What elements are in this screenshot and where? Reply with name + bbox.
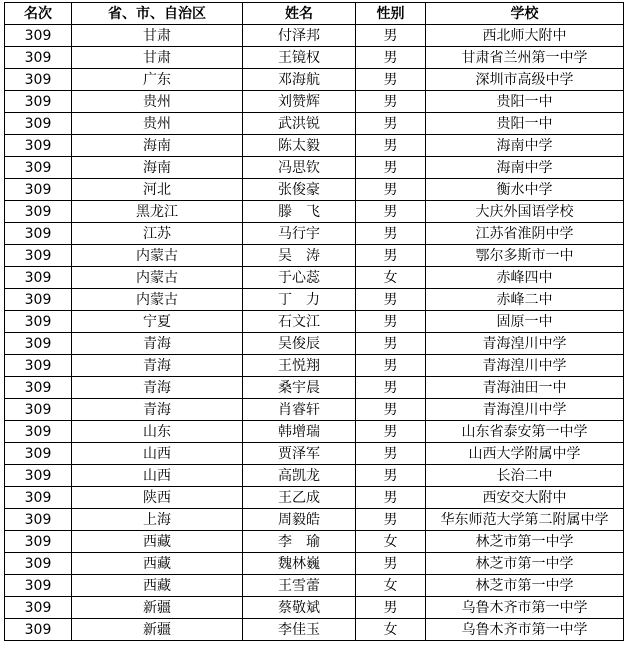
- cell-school: 青海湟川中学: [426, 355, 624, 377]
- cell-rank: 309: [5, 289, 72, 311]
- cell-rank: 309: [5, 531, 72, 553]
- table-row: [5, 421, 624, 443]
- cell-name: 李 瑜: [243, 531, 356, 553]
- cell-rank: 309: [5, 355, 72, 377]
- cell-gender: 男: [356, 179, 426, 201]
- cell-gender: 女: [356, 531, 426, 553]
- cell-province: 上海: [72, 509, 243, 531]
- cell-province: 内蒙古: [72, 289, 243, 311]
- cell-name: 周毅皓: [243, 509, 356, 531]
- cell-gender: 男: [356, 47, 426, 69]
- cell-gender: 男: [356, 135, 426, 157]
- table-row: [5, 245, 624, 267]
- cell-province: 新疆: [72, 597, 243, 619]
- table-row: [5, 443, 624, 465]
- ranking-table: [4, 2, 624, 641]
- cell-school: 青海油田一中: [426, 377, 624, 399]
- cell-gender: 男: [356, 201, 426, 223]
- cell-name: 王镜权: [243, 47, 356, 69]
- cell-province: 甘肃: [72, 25, 243, 47]
- cell-school: 山西大学附属中学: [426, 443, 624, 465]
- cell-rank: 309: [5, 421, 72, 443]
- cell-name: 武洪锐: [243, 113, 356, 135]
- cell-school: 贵阳一中: [426, 91, 624, 113]
- cell-gender: 男: [356, 377, 426, 399]
- cell-name: 王雪蕾: [243, 575, 356, 597]
- cell-province: 宁夏: [72, 311, 243, 333]
- cell-rank: 309: [5, 25, 72, 47]
- table-row: [5, 465, 624, 487]
- table-row: [5, 201, 624, 223]
- table-row: [5, 157, 624, 179]
- cell-rank: 309: [5, 201, 72, 223]
- cell-name: 吴 涛: [243, 245, 356, 267]
- cell-school: 衡水中学: [426, 179, 624, 201]
- cell-name: 陈太毅: [243, 135, 356, 157]
- cell-name: 王悦翔: [243, 355, 356, 377]
- cell-province: 山西: [72, 465, 243, 487]
- cell-name: 魏林巍: [243, 553, 356, 575]
- cell-gender: 男: [356, 333, 426, 355]
- cell-school: 海南中学: [426, 157, 624, 179]
- cell-name: 石文江: [243, 311, 356, 333]
- cell-name: 刘赞辉: [243, 91, 356, 113]
- cell-name: 马行宇: [243, 223, 356, 245]
- cell-rank: 309: [5, 311, 72, 333]
- cell-rank: 309: [5, 333, 72, 355]
- table-row: [5, 113, 624, 135]
- cell-rank: 309: [5, 91, 72, 113]
- table-header: [5, 3, 624, 25]
- table-row: [5, 267, 624, 289]
- table-row: [5, 289, 624, 311]
- cell-name: 吴俊辰: [243, 333, 356, 355]
- cell-name: 冯思钦: [243, 157, 356, 179]
- cell-name: 肖睿轩: [243, 399, 356, 421]
- table-row: [5, 619, 624, 641]
- cell-gender: 女: [356, 575, 426, 597]
- cell-province: 山东: [72, 421, 243, 443]
- cell-rank: 309: [5, 597, 72, 619]
- cell-school: 林芝市第一中学: [426, 553, 624, 575]
- table-row: [5, 223, 624, 245]
- cell-gender: 男: [356, 311, 426, 333]
- cell-gender: 女: [356, 619, 426, 641]
- cell-school: 林芝市第一中学: [426, 531, 624, 553]
- cell-province: 新疆: [72, 619, 243, 641]
- cell-school: 赤峰二中: [426, 289, 624, 311]
- table-row: [5, 597, 624, 619]
- cell-rank: 309: [5, 399, 72, 421]
- cell-rank: 309: [5, 245, 72, 267]
- cell-school: 林芝市第一中学: [426, 575, 624, 597]
- cell-province: 黑龙江: [72, 201, 243, 223]
- cell-rank: 309: [5, 69, 72, 91]
- table-row: [5, 355, 624, 377]
- cell-gender: 男: [356, 91, 426, 113]
- table-row: [5, 69, 624, 91]
- cell-rank: 309: [5, 553, 72, 575]
- cell-school: 鄂尔多斯市一中: [426, 245, 624, 267]
- cell-province: 海南: [72, 157, 243, 179]
- cell-school: 乌鲁木齐市第一中学: [426, 619, 624, 641]
- cell-gender: 男: [356, 443, 426, 465]
- cell-school: 贵阳一中: [426, 113, 624, 135]
- cell-name: 蔡敬斌: [243, 597, 356, 619]
- cell-school: 甘肃省兰州第一中学: [426, 47, 624, 69]
- header-name: 姓名: [243, 3, 356, 25]
- cell-rank: 309: [5, 47, 72, 69]
- table-row: [5, 179, 624, 201]
- cell-province: 贵州: [72, 91, 243, 113]
- cell-name: 桑宇晨: [243, 377, 356, 399]
- table-row: [5, 377, 624, 399]
- cell-school: 华东师范大学第二附属中学: [426, 509, 624, 531]
- table-body: [5, 25, 624, 641]
- cell-rank: 309: [5, 157, 72, 179]
- cell-name: 滕 飞: [243, 201, 356, 223]
- cell-name: 邓海航: [243, 69, 356, 91]
- cell-school: 长治二中: [426, 465, 624, 487]
- cell-rank: 309: [5, 179, 72, 201]
- cell-school: 青海湟川中学: [426, 333, 624, 355]
- table-row: [5, 91, 624, 113]
- cell-gender: 男: [356, 223, 426, 245]
- header-row: [5, 3, 624, 25]
- cell-school: 大庆外国语学校: [426, 201, 624, 223]
- cell-rank: 309: [5, 465, 72, 487]
- cell-rank: 309: [5, 113, 72, 135]
- table-row: [5, 553, 624, 575]
- cell-gender: 男: [356, 69, 426, 91]
- cell-rank: 309: [5, 377, 72, 399]
- cell-gender: 男: [356, 25, 426, 47]
- header-rank: 名次: [5, 3, 72, 25]
- cell-rank: 309: [5, 223, 72, 245]
- cell-province: 青海: [72, 377, 243, 399]
- table-row: [5, 399, 624, 421]
- cell-province: 内蒙古: [72, 267, 243, 289]
- table-row: [5, 575, 624, 597]
- cell-gender: 男: [356, 245, 426, 267]
- cell-gender: 女: [356, 267, 426, 289]
- cell-name: 付泽邦: [243, 25, 356, 47]
- cell-name: 韩增瑞: [243, 421, 356, 443]
- cell-gender: 男: [356, 553, 426, 575]
- cell-school: 青海湟川中学: [426, 399, 624, 421]
- cell-school: 西安交大附中: [426, 487, 624, 509]
- cell-name: 李佳玉: [243, 619, 356, 641]
- cell-name: 张俊豪: [243, 179, 356, 201]
- table-row: [5, 333, 624, 355]
- cell-gender: 男: [356, 355, 426, 377]
- table-row: [5, 509, 624, 531]
- cell-gender: 男: [356, 113, 426, 135]
- table-row: [5, 531, 624, 553]
- cell-name: 丁 力: [243, 289, 356, 311]
- cell-gender: 男: [356, 509, 426, 531]
- cell-school: 山东省泰安第一中学: [426, 421, 624, 443]
- cell-province: 青海: [72, 355, 243, 377]
- cell-gender: 男: [356, 157, 426, 179]
- cell-gender: 男: [356, 289, 426, 311]
- cell-gender: 男: [356, 465, 426, 487]
- cell-province: 青海: [72, 399, 243, 421]
- ranking-table-container: [4, 2, 623, 641]
- cell-province: 贵州: [72, 113, 243, 135]
- cell-name: 于心蕊: [243, 267, 356, 289]
- cell-province: 陕西: [72, 487, 243, 509]
- cell-province: 河北: [72, 179, 243, 201]
- table-row: [5, 311, 624, 333]
- table-row: [5, 135, 624, 157]
- cell-rank: 309: [5, 575, 72, 597]
- cell-school: 海南中学: [426, 135, 624, 157]
- cell-province: 西藏: [72, 553, 243, 575]
- table-row: [5, 25, 624, 47]
- cell-province: 海南: [72, 135, 243, 157]
- cell-rank: 309: [5, 487, 72, 509]
- table-row: [5, 47, 624, 69]
- cell-rank: 309: [5, 267, 72, 289]
- cell-school: 深圳市高级中学: [426, 69, 624, 91]
- cell-name: 贾泽军: [243, 443, 356, 465]
- cell-province: 山西: [72, 443, 243, 465]
- cell-school: 赤峰四中: [426, 267, 624, 289]
- cell-province: 西藏: [72, 575, 243, 597]
- cell-gender: 男: [356, 399, 426, 421]
- cell-school: 江苏省淮阴中学: [426, 223, 624, 245]
- header-gender: 性别: [356, 3, 426, 25]
- cell-province: 江苏: [72, 223, 243, 245]
- cell-rank: 309: [5, 443, 72, 465]
- cell-school: 乌鲁木齐市第一中学: [426, 597, 624, 619]
- cell-rank: 309: [5, 135, 72, 157]
- cell-province: 西藏: [72, 531, 243, 553]
- cell-gender: 男: [356, 487, 426, 509]
- cell-province: 青海: [72, 333, 243, 355]
- cell-province: 甘肃: [72, 47, 243, 69]
- cell-name: 高凯龙: [243, 465, 356, 487]
- cell-rank: 309: [5, 619, 72, 641]
- cell-province: 内蒙古: [72, 245, 243, 267]
- cell-gender: 男: [356, 597, 426, 619]
- cell-school: 西北师大附中: [426, 25, 624, 47]
- cell-rank: 309: [5, 509, 72, 531]
- header-school: 学校: [426, 3, 624, 25]
- cell-school: 固原一中: [426, 311, 624, 333]
- header-province: 省、市、自治区: [72, 3, 243, 25]
- cell-gender: 男: [356, 421, 426, 443]
- cell-name: 王乙成: [243, 487, 356, 509]
- table-row: [5, 487, 624, 509]
- cell-province: 广东: [72, 69, 243, 91]
